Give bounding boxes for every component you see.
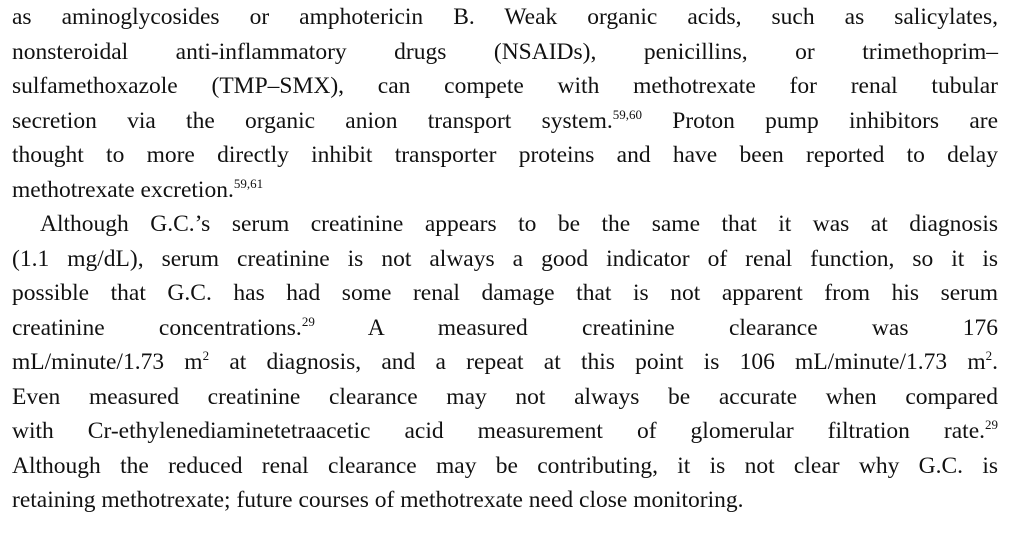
text-line: (1.1 mg/dL), serum creatinine is not always a good indicator of renal function, so it is: [12, 245, 998, 272]
text-segment: Proton pump inhibitors are: [672, 107, 999, 134]
text-segment: creatinine concentrations.: [12, 314, 302, 341]
text-line: retaining methotrexate; future courses of methotrexate need close monitoring.: [12, 487, 744, 513]
paragraph-1: [12, 0, 998, 207]
text-line: [12, 345, 998, 380]
text-segment: .: [992, 349, 999, 375]
text-line: Even measured creatinine clearance may not always be accurate when compared: [12, 383, 998, 410]
text-line: possible that G.C. has had some renal damage that is not apparent from his serum: [12, 280, 998, 306]
text-line: Although the reduced renal clearance may be contributing, it is not clear why G.C. is: [12, 452, 998, 479]
citation-superscript: 29: [301, 313, 315, 329]
text-segment: mL/minute/1.73 m: [12, 349, 203, 375]
text-segment: methotrexate excretion.: [12, 176, 234, 203]
text-line: sulfamethoxazole (TMP–SMX), can compete with methotrexate for renal tubular: [12, 73, 998, 99]
square-superscript: 2: [985, 348, 993, 363]
citation-superscript: 29: [985, 417, 998, 432]
text-segment: A measured creatinine clearance was 176: [367, 314, 998, 341]
text-segment: with Cr-ethylenediaminetetraacetic acid measurement of glomerular filtration rate.: [12, 418, 985, 444]
text-segment: at diagnosis, and a repeat at this point is 106 mL/minute/1.73 m: [229, 349, 986, 375]
text-line: Although G.C.’s serum creatinine appears to be the same that it was at diagnosis: [40, 211, 998, 237]
text-segment: secretion via the organic anion transport system.: [12, 107, 613, 134]
text-line: nonsteroidal anti-inflammatory drugs (NSAIDs), penicillins, or trimethoprim–: [12, 38, 998, 65]
square-superscript: 2: [202, 348, 210, 363]
document-page: [12, 0, 998, 518]
citation-superscript: 59,61: [233, 175, 264, 191]
text-line: [12, 104, 998, 139]
text-line: [12, 173, 998, 208]
paragraph-2: [12, 207, 998, 518]
text-line: as aminoglycosides or amphotericin B. Weak organic acids, such as salicylates,: [12, 4, 998, 30]
text-line: thought to more directly inhibit transporter proteins and have been reported to delay: [12, 142, 998, 168]
text-line: [12, 311, 998, 346]
citation-superscript: 59,60: [612, 106, 642, 122]
text-line: [12, 414, 998, 449]
